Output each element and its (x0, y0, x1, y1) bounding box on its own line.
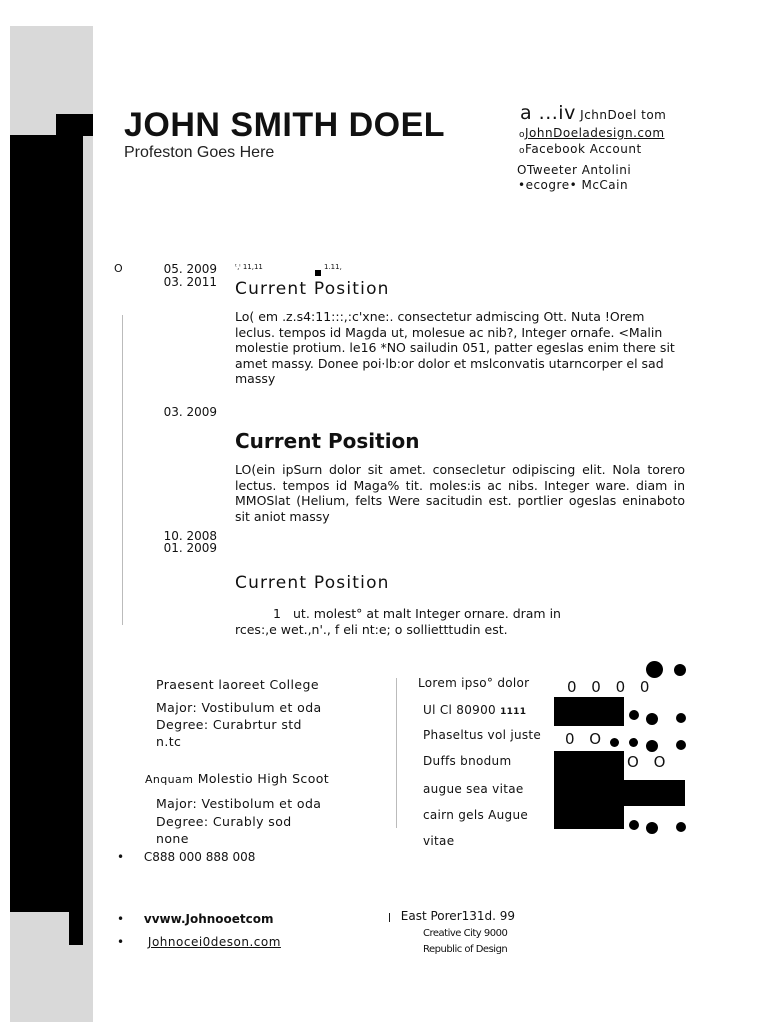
job3-description (235, 606, 685, 637)
job3-line2: rces:,e wet.,n'., f eli nt:e; o sollietttudin est. (235, 621, 508, 637)
edu-divider (396, 678, 397, 828)
edu2-major: Major: Vestibolum et oda (156, 796, 322, 811)
sidebar-black-bar (10, 135, 83, 912)
footer-bullet: • (117, 935, 125, 949)
skill-dot (629, 820, 639, 830)
skill-item-text: Ul Cl 80900 (423, 703, 496, 717)
footer-black-tick (69, 905, 83, 945)
contact-other-line (518, 178, 628, 192)
profession-subtitle: Profeston Goes Here (124, 144, 275, 161)
edu2-degree-cont: none (156, 831, 189, 846)
skill-dot (646, 740, 658, 752)
skill-bar (554, 751, 624, 829)
job3-prefix: 1 (273, 606, 281, 621)
tiny-label-a: ᵗ,ᴵ 11,11 (235, 263, 263, 271)
skill-item: vitae (423, 834, 455, 848)
address-street: East Porer131d. 99 (400, 909, 516, 923)
skill-dot (646, 822, 658, 834)
job2-title: Current Position (235, 429, 420, 453)
contact-website-line (519, 126, 665, 140)
square-marker (315, 270, 321, 276)
contact-email-text: JchnDoel tom (580, 108, 667, 122)
ring-label-row3: O O (627, 753, 671, 771)
job1-description: Lo( em .z.s4:11:::,:c'xne:. consectetur admiscing Ott. Nuta !Orem leclus. tempos id Magda ut, molesue ac nib?, Integer ornafe. <Malin molestie protium. le16 *NO sailudin 051, patter egeslas enim there sit amet massy. Donee poi·lb:or dolor et mslconvatis utarncorper el sad massy (235, 309, 675, 386)
job3-title: Current Position (235, 573, 390, 593)
skill-dot (646, 713, 658, 725)
edu1-degree: Degree: Curabrtur std (156, 717, 302, 732)
address-country: Republic of Design (423, 944, 508, 954)
footer-bullet: • (117, 850, 125, 864)
job2-description: LO(ein ipSurn dolor sit amet. consecletur odipiscing elit. Nola torero lectus. tempos id Maga% tit. moles:is ac nibs. Integer ware. diam in MMOSlat (Helium, felts Were sacitudin est. portlier ogeslas eninaboto sit aniot massy (235, 462, 685, 524)
timeline-line (122, 315, 123, 625)
skill-dot (610, 738, 619, 747)
ring-label-row1: 0 0 0 0 (567, 678, 655, 696)
job1-date-to: 03. 2011 (163, 275, 217, 289)
edu1-school: Praesent laoreet College (156, 677, 319, 692)
skill-dot (674, 664, 686, 676)
skill-dot (676, 822, 686, 832)
contact-other-text: ecogre• McCain (525, 178, 629, 192)
edu1-major: Major: Vostibulum et oda (156, 700, 322, 715)
skill-dot (676, 713, 686, 723)
skill-item: Phaseltus vol juste (423, 728, 542, 742)
contact-website-bullet: o (519, 130, 526, 140)
timeline-marker: O (114, 262, 123, 275)
skill-bar (554, 697, 624, 726)
tiny-label-b: 1.11, (324, 263, 342, 271)
edu2-school-prefix: Anquam (145, 773, 194, 786)
skill-badge: 1111 (500, 707, 527, 717)
skill-item: Lorem ipso° dolor (418, 676, 530, 690)
facebook-link[interactable]: Facebook Account (525, 142, 642, 156)
skill-item: cairn gels Augue (423, 808, 529, 822)
contact-email-line (520, 102, 666, 124)
job1-title: Current Position (235, 279, 390, 299)
edu2-school-line (145, 770, 329, 788)
skill-dot (676, 740, 686, 750)
skill-dot (629, 710, 639, 720)
job3-line1: ut. molest° at malt Integer ornare. dram in (293, 606, 561, 621)
edu1-degree-cont: n.tc (156, 734, 182, 749)
skill-dot (629, 738, 638, 747)
job2-date-from: 03. 2009 (163, 405, 217, 419)
contact-twitter-line (517, 163, 631, 177)
address-city: Creative City 9000 (423, 928, 508, 939)
footer-email-link[interactable]: Johnocei0deson.com (147, 935, 281, 949)
footer-web-line (117, 912, 274, 926)
edu2-degree: Degree: Curably sod (156, 814, 292, 829)
skill-bar (624, 780, 685, 806)
twitter-link[interactable]: Tweeter Antolini (526, 163, 632, 177)
footer-phone: C888 000 888 008 (143, 850, 256, 864)
contact-twitter-bullet: O (517, 163, 527, 177)
contact-prefix: a ...iv (520, 102, 576, 124)
skill-item: augue sea vitae (423, 782, 524, 796)
header-black-tab (56, 114, 93, 136)
contact-facebook-bullet: o (519, 146, 526, 156)
job3-date-from: 10. 2008 (163, 529, 217, 543)
skill-item: Duffs bnodum (423, 754, 512, 768)
contact-facebook-line (519, 142, 642, 156)
footer-email-line (117, 935, 281, 949)
footer-bullet: • (117, 912, 125, 926)
resume-name: JOHN SMITH DOEL (124, 106, 446, 144)
edu2-school: Molestio High Scoot (197, 771, 330, 786)
job1-date-from: 05. 2009 (163, 262, 217, 276)
address-mark: ǀ (388, 912, 391, 923)
contact-other-bullet: • (518, 178, 526, 192)
website-link[interactable]: JohnDoeladesign.com (525, 126, 665, 140)
footer-address-line1 (388, 909, 515, 923)
footer-phone-line (117, 850, 255, 864)
job3-date-to: 01. 2009 (163, 541, 217, 555)
skill-dot (646, 661, 663, 678)
ring-label-row2: 0 O (565, 730, 607, 748)
footer-web-link[interactable]: vvww.Johnooetcom (143, 912, 274, 926)
skill-item (423, 703, 526, 717)
